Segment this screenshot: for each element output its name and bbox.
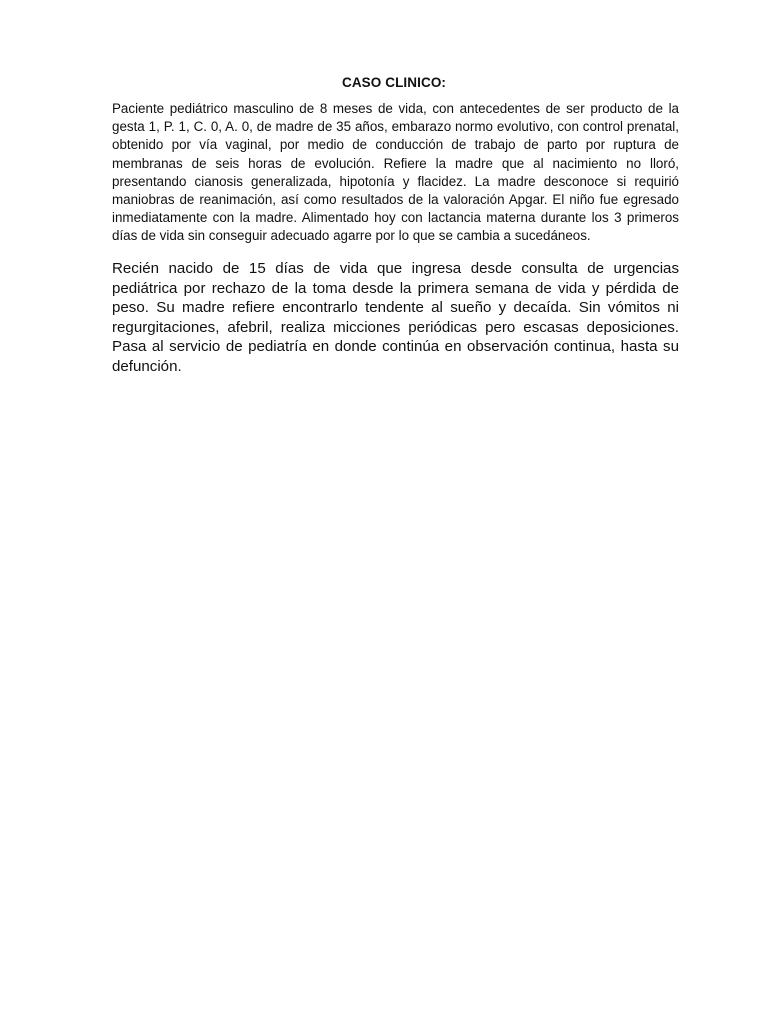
paragraph-patient-history: Paciente pediátrico masculino de 8 meses de vida, con antecedentes de ser producto de la gesta 1, P. 1, C. 0, A. 0, de madre de 35 años, embarazo normo evolutivo, con control prenatal, obtenido por vía vaginal, por medio de conducción de trabajo de parto por ruptura de membranas de seis horas de evolución. Refiere la madre que al nacimiento no lloró, presentando cianosis generalizada, hipotonía y flacidez. La madre desconoce si requirió maniobras de reanimación, así como resultados de la valoración Apgar. El niño fue egresado inmediatamente con la madre. Alimentado hoy con lactancia materna durante los 3 primeros días de vida sin conseguir adecuado agarre por lo que se cambia a sucedáneos. [112, 101, 679, 244]
paragraph-newborn-admission: Recién nacido de 15 días de vida que ingresa desde consulta de urgencias pediátrica por rechazo de la toma desde la primera semana de vida y pérdida de peso. Su madre refiere encontrarlo tendente al sueño y decaída. Sin vómitos ni regurgitaciones, afebril, realiza micciones periódicas pero escasas deposiciones. Pasa al servicio de pediatría en donde continúa en observación continua, hasta su defunción. [112, 260, 679, 375]
document-title: CASO CLINICO: [341, 75, 447, 90]
